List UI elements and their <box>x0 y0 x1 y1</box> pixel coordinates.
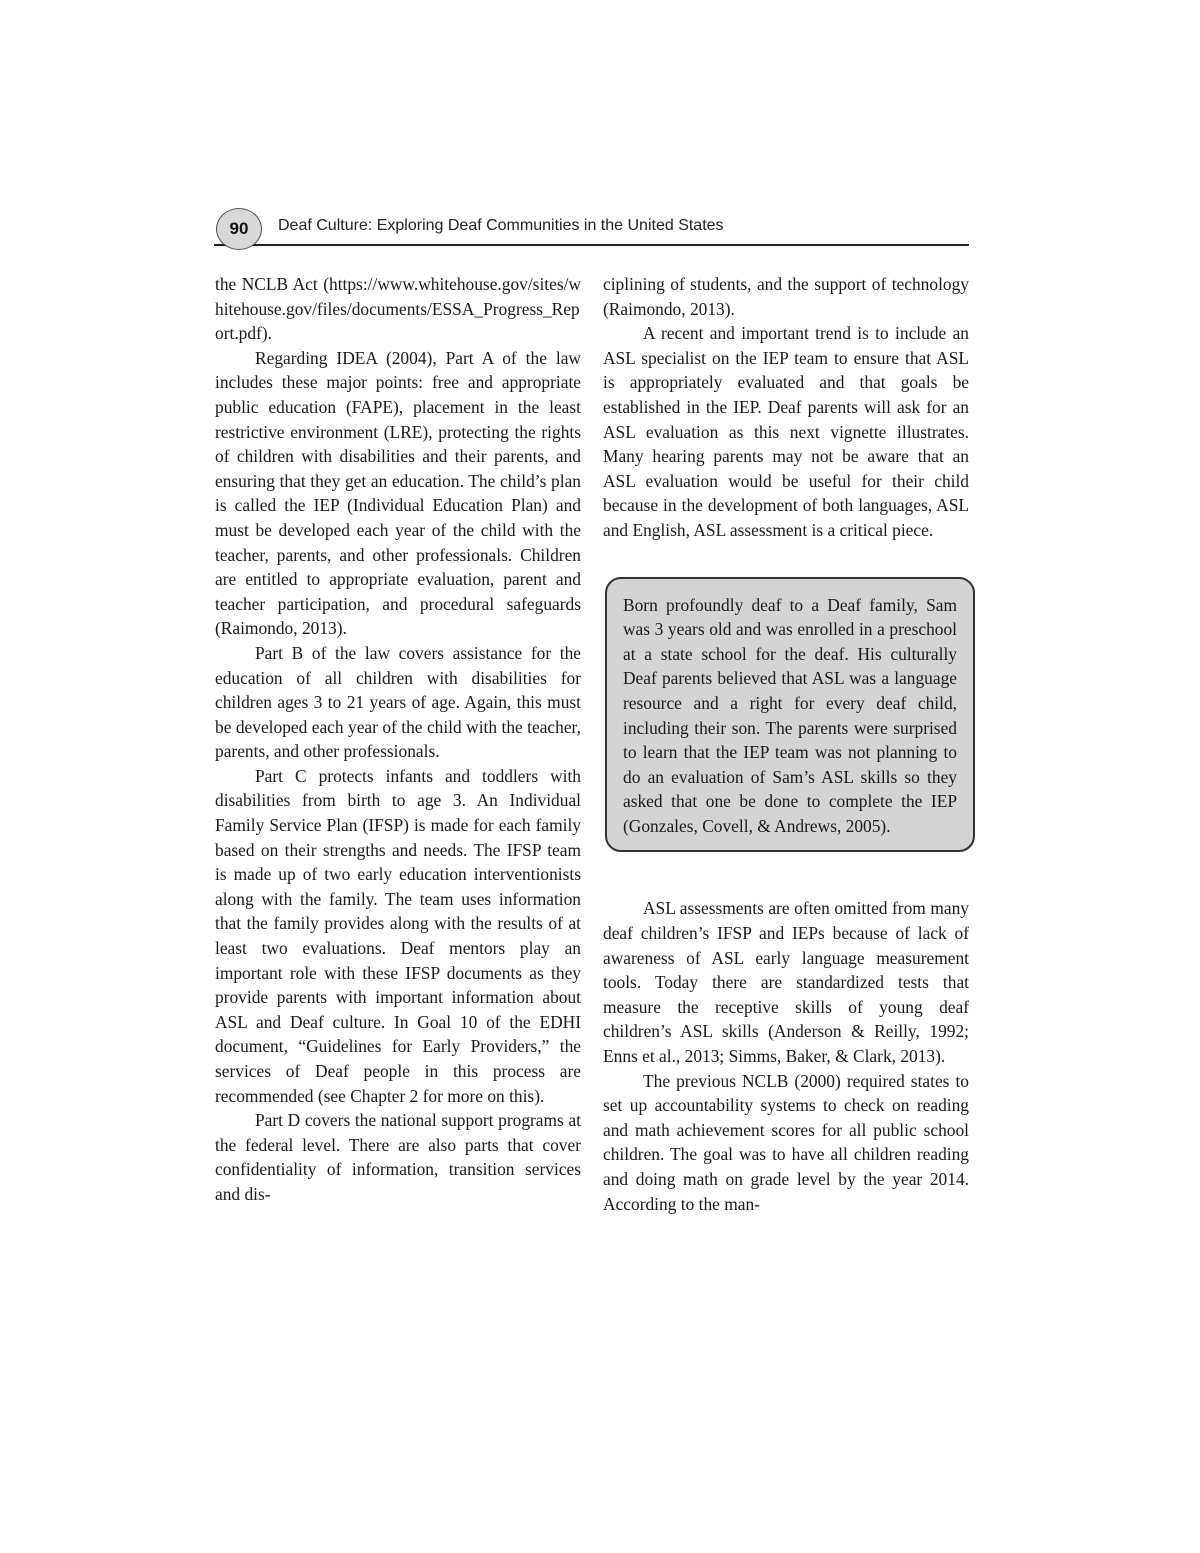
report-url: https://www.whitehouse.gov/sites/whitehouse.gov/files/documents/ESSA_Progress_Report.pdf <box>215 274 581 344</box>
right-column <box>603 272 969 1216</box>
paragraph-technology: ciplining of students, and the support of technology (Raimondo, 2013). <box>603 274 969 319</box>
nclb-text: the NCLB Act ( <box>215 274 329 294</box>
running-head <box>214 206 969 246</box>
page-number: 90 <box>216 208 262 250</box>
paragraph-idea-part-a: Regarding IDEA (2004), Part A of the law includes these major points: free and appropriate public education (FAPE), placement in the least restrictive environment (LRE), protecting the rights of children with disabilities and their parents, and ensuring that they get an education. The child’s plan is called the IEP (Individual Education Plan) and must be developed each year of the child with the teacher, parents, and other professionals. Children are entitled to appropriate evaluation, parent and teacher participation, and procedural safeguards (Raimondo, 2013). <box>215 347 581 639</box>
paragraph-part-d: Part D covers the national support programs at the federal level. There are also parts that cover confidentiality of information, transition services and dis- <box>215 1110 581 1204</box>
paragraph-asl-assessments: ASL assessments are often omitted from many deaf children’s IFSP and IEPs because of lack of awareness of ASL early language measurement tools. Today there are standardized tests that measure the receptive skills of young deaf children’s ASL skills (Anderson & Reilly, 1992; Enns et al., 2013; Simms, Baker, & Clark, 2013). <box>603 898 969 1067</box>
paragraph-nclb-reference <box>215 272 581 346</box>
paragraph-nclb-accountability: The previous NCLB (2000) required states to set up accountability systems to check on reading and math achievement scores for all public school children. The goal was to have all children reading and doing math on grade level by the year 2014. According to the man- <box>603 1070 969 1214</box>
paragraph-part-c: Part C protects infants and toddlers with disabilities from birth to age 3. An Individual Family Service Plan (IFSP) is made for each family based on their strengths and needs. The IFSP team is made up of two early education interventionists along with the family. The team uses information that the family provides along with the results of at least two evaluations. Deaf mentors play an important role with these IFSP documents as they provide parents with important information about ASL and Deaf culture. In Goal 10 of the EDHI document, “Guidelines for Early Providers,” the services of Deaf people in this process are recommended (see Chapter 2 for more on this). <box>215 765 581 1106</box>
nclb-end: ). <box>261 323 272 344</box>
left-column <box>215 272 581 1207</box>
paragraph-part-b: Part B of the law covers assistance for the education of all children with disabilities for children ages 3 to 21 years of age. Again, this must be developed each year of the child with the teacher, parents, and other professionals. <box>215 642 581 762</box>
book-title: Deaf Culture: Exploring Deaf Communities in the United States <box>278 217 724 234</box>
paragraph-asl-specialist: A recent and important trend is to include an ASL specialist on the IEP team to ensure that ASL is appropriately evaluated and that goals be established in the IEP. Deaf parents will ask for an ASL evaluation as this next vignette illustrates. Many hearing parents may not be aware that an ASL evaluation would be useful for their child because in the development of both languages, ASL and English, ASL assessment is a critical piece. <box>603 323 969 540</box>
vignette-box: Born profoundly deaf to a Deaf family, Sam was 3 years old and was enrolled in a preschool at a state school for the deaf. His culturally Deaf parents believed that ASL was a language resource and a right for every deaf child, including their son. The parents were surprised to learn that the IEP team was not planning to do an evaluation of Sam’s ASL skills so they asked that one be done to complete the IEP (Gonzales, Covell, & Andrews, 2005). <box>605 577 975 853</box>
